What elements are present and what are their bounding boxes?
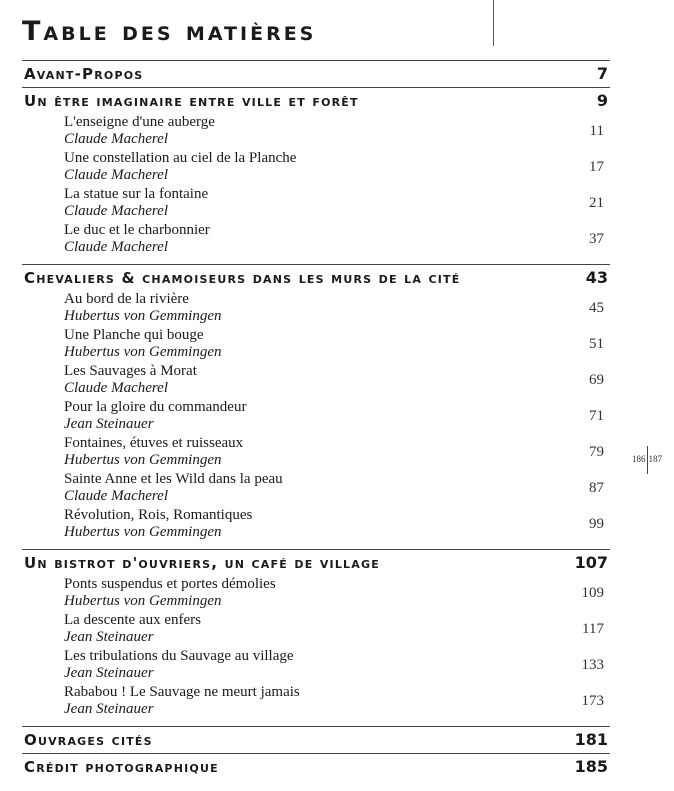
entry-page-number: 45 xyxy=(589,300,604,316)
section-title: Crédit photographique xyxy=(24,758,219,776)
section-heading[interactable] xyxy=(22,550,610,576)
entry-text xyxy=(64,114,215,150)
entry-page-number: 109 xyxy=(581,585,604,601)
entry-page-number: 99 xyxy=(589,516,604,532)
entry-text xyxy=(64,612,201,648)
entry-page-number: 11 xyxy=(589,123,604,139)
entry-text xyxy=(64,186,208,222)
toc-entry[interactable] xyxy=(64,684,610,720)
table-of-contents xyxy=(22,60,610,780)
entry-text xyxy=(64,471,283,507)
entry-author: Hubertus von Gemmingen xyxy=(64,308,222,324)
section-heading[interactable] xyxy=(22,88,610,114)
toc-section xyxy=(22,753,610,780)
entry-page-number: 87 xyxy=(589,480,604,496)
entry-author: Claude Macherel xyxy=(64,488,168,504)
entry-author: Jean Steinauer xyxy=(64,701,154,717)
entry-title: Rababou ! Le Sauvage ne meurt jamais xyxy=(64,684,300,700)
entry-title: Une constellation au ciel de la Planche xyxy=(64,150,297,166)
section-title: Avant-Propos xyxy=(24,65,144,83)
toc-entry[interactable] xyxy=(64,435,610,471)
entry-title: Au bord de la rivière xyxy=(64,291,189,307)
toc-section xyxy=(22,726,610,753)
section-page-number: 185 xyxy=(574,757,608,776)
section-title: Ouvrages cités xyxy=(24,731,153,749)
entry-title: Le duc et le charbonnier xyxy=(64,222,210,238)
entry-text xyxy=(64,150,296,186)
entry-title: Les Sauvages à Morat xyxy=(64,363,197,379)
folio-left: 186 xyxy=(632,454,646,465)
section-title: Un être imaginaire entre ville et forêt xyxy=(24,92,359,110)
section-heading[interactable] xyxy=(22,265,610,291)
toc-entry[interactable] xyxy=(64,222,610,258)
entry-author: Jean Steinauer xyxy=(64,629,154,645)
entry-text xyxy=(64,222,210,258)
entry-text xyxy=(64,363,197,399)
toc-section xyxy=(22,549,610,726)
entry-text xyxy=(64,576,276,612)
entry-text xyxy=(64,684,300,720)
entry-list xyxy=(22,291,610,549)
entry-author: Claude Macherel xyxy=(64,167,168,183)
entry-title: Pour la gloire du commandeur xyxy=(64,399,247,415)
entry-title: Sainte Anne et les Wild dans la peau xyxy=(64,471,283,487)
entry-page-number: 79 xyxy=(589,444,604,460)
entry-text xyxy=(64,399,246,435)
entry-title: Fontaines, étuves et ruisseaux xyxy=(64,435,244,451)
page-title: Table des matières xyxy=(22,16,317,47)
entry-text xyxy=(64,648,294,684)
toc-entry[interactable] xyxy=(64,363,610,399)
section-page-number: 181 xyxy=(574,730,608,749)
section-title: Chevaliers & chamoiseurs dans les murs de la cité xyxy=(24,269,461,287)
folio-divider xyxy=(647,446,648,474)
entry-author: Claude Macherel xyxy=(64,131,168,147)
entry-author: Hubertus von Gemmingen xyxy=(64,524,222,540)
entry-title: La descente aux enfers xyxy=(64,612,202,628)
entry-text xyxy=(64,327,221,363)
toc-section xyxy=(22,87,610,264)
entry-list xyxy=(22,114,610,264)
toc-section xyxy=(22,60,610,87)
entry-title: Une Planche qui bouge xyxy=(64,327,204,343)
toc-entry[interactable] xyxy=(64,291,610,327)
toc-entry[interactable] xyxy=(64,114,610,150)
entry-author: Hubertus von Gemmingen xyxy=(64,452,222,468)
toc-entry[interactable] xyxy=(64,186,610,222)
entry-page-number: 71 xyxy=(589,408,604,424)
entry-page-number: 173 xyxy=(581,693,604,709)
entry-page-number: 133 xyxy=(581,657,604,673)
entry-list xyxy=(22,576,610,726)
section-page-number: 43 xyxy=(585,268,608,287)
entry-text xyxy=(64,435,243,471)
toc-entry[interactable] xyxy=(64,471,610,507)
section-heading[interactable] xyxy=(22,727,610,753)
folio-right: 187 xyxy=(648,454,662,465)
entry-title: L'enseigne d'une auberge xyxy=(64,114,215,130)
entry-page-number: 21 xyxy=(589,195,604,211)
toc-entry[interactable] xyxy=(64,612,610,648)
section-heading[interactable] xyxy=(22,754,610,780)
section-page-number: 107 xyxy=(574,553,608,572)
entry-author: Claude Macherel xyxy=(64,239,168,255)
entry-author: Claude Macherel xyxy=(64,380,168,396)
section-page-number: 9 xyxy=(596,91,608,110)
entry-page-number: 117 xyxy=(582,621,604,637)
entry-author: Claude Macherel xyxy=(64,203,168,219)
toc-entry[interactable] xyxy=(64,327,610,363)
entry-title: La statue sur la fontaine xyxy=(64,186,209,202)
section-title: Un bistrot d'ouvriers, un café de village xyxy=(24,554,380,572)
section-page-number: 7 xyxy=(596,64,608,83)
gutter-rule xyxy=(493,0,494,46)
entry-page-number: 51 xyxy=(589,336,604,352)
entry-page-number: 69 xyxy=(589,372,604,388)
entry-author: Hubertus von Gemmingen xyxy=(64,344,222,360)
entry-page-number: 17 xyxy=(589,159,604,175)
entry-title: Révolution, Rois, Romantiques xyxy=(64,507,253,523)
entry-title: Les tribulations du Sauvage au village xyxy=(64,648,294,664)
entry-text xyxy=(64,291,221,327)
page-folio xyxy=(632,446,662,474)
entry-page-number: 37 xyxy=(589,231,604,247)
section-heading[interactable] xyxy=(22,61,610,87)
toc-entry[interactable] xyxy=(64,648,610,684)
toc-entry[interactable] xyxy=(64,507,610,543)
entry-text xyxy=(64,507,252,543)
toc-section xyxy=(22,264,610,549)
entry-title: Ponts suspendus et portes démolies xyxy=(64,576,276,592)
entry-author: Jean Steinauer xyxy=(64,416,154,432)
toc-entry[interactable] xyxy=(64,399,610,435)
entry-author: Hubertus von Gemmingen xyxy=(64,593,222,609)
entry-author: Jean Steinauer xyxy=(64,665,154,681)
toc-entry[interactable] xyxy=(64,150,610,186)
toc-entry[interactable] xyxy=(64,576,610,612)
